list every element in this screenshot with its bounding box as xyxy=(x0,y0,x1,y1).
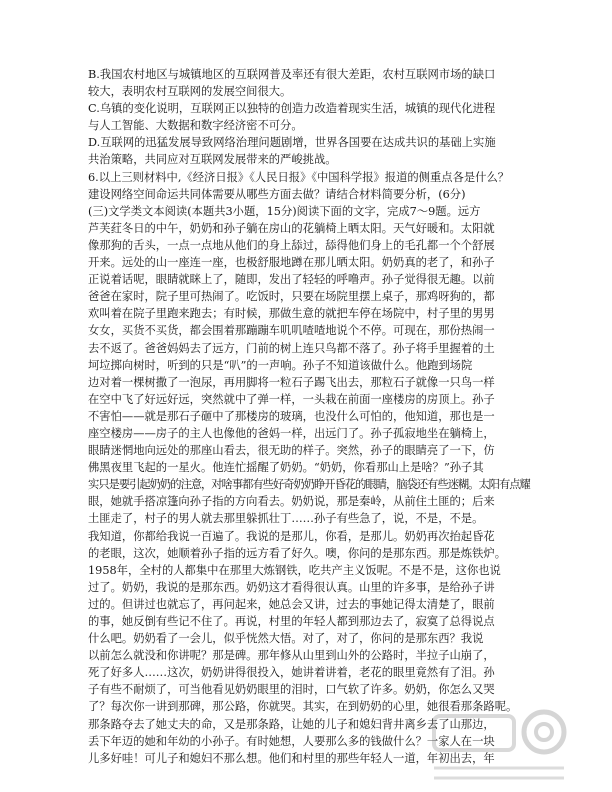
text-line: 子有些不耐烦了，可当他看见奶奶眼里的泪时，口气软了许多。奶奶，你怎么又哭 xyxy=(88,683,495,697)
text-line: 丢下年迈的她和年幼的小孙子。有时她想，人要那么多的钱做什么？一家人在一块 xyxy=(88,734,495,748)
text-line: 坷垃掷向树时，听到的只是“叭”的一声响。孙子不知道该做什么。他跑到场院 xyxy=(88,358,473,372)
text-line: B.我国农村地区与城镇地区的互联网普及率还有很大差距，农村互联网市场的缺口 xyxy=(88,68,496,81)
text-line: 正说着话呢，眼睛就眯上了，随即，发出了轻轻的呼噜声。孙子觉得很无趣。以前 xyxy=(88,273,495,287)
text-line: 较大，表明农村互联网的发展空间很大。 xyxy=(88,85,292,99)
text-line: 欢叫着在院子里跑来跑去；有时候，那做生意的就把车停在场院中，村子里的男男 xyxy=(88,307,495,321)
watermark-logo-icon xyxy=(424,706,574,786)
document-page xyxy=(88,66,530,767)
text-line: 佛黑夜里飞起的一星火。他连忙摇醒了奶奶。“奶奶，你看那山上是啥？”孙子其 xyxy=(88,461,484,475)
text-line: 儿多好哇！可儿子和媳妇不那么想。他们和村里的那些年轻人一道，年初出去，年 xyxy=(88,751,495,765)
text-line: 像那狗的舌头，一点一点地从他们的身上舔过，舔得他们身上的毛孔都一个个舒展 xyxy=(88,238,495,252)
text-line: 共治策略，共同应对互联网发展带来的严峻挑战。 xyxy=(88,153,337,167)
text-line: 的老眼，这次，她顺着孙子指的远方看了好久。噢，你问的是那东西。那是炼铁炉。 xyxy=(88,546,506,560)
text-line: 不害怕——就是那石子砸中了那楼房的玻璃，也没什么可怕的，他知道，那也是一 xyxy=(88,409,495,423)
text-line: 眼睛迷惘地向远处的那座山看去，很无助的样子。突然，孙子的眼睛亮了一下，仿 xyxy=(88,444,495,458)
text-line: D.互联网的迅猛发展导致网络治理问题剧增，世界各国要在达成共识的基础上实施 xyxy=(88,136,496,150)
text-line: 土匪走了，村子的男人就去那里躲抓壮丁……孙子有些急了，说，不是，不是。 xyxy=(88,512,484,526)
text-line: 去不返了。爸爸妈妈去了远方，门前的树上连只鸟都不落了。孙子将手里握着的土 xyxy=(88,341,495,355)
text-line: 在空中飞了好远好远，突然就中了弹一样，一头栽在前面一座楼房的房顶上。孙子 xyxy=(88,392,495,406)
text-line: 眼，她就手搭凉篷向孙子指的方向看去。奶奶说，那是秦岭，从前住土匪的；后来 xyxy=(88,495,495,509)
text-line: 与人工智能、大数据和数字经济密不可分。 xyxy=(88,119,303,133)
text-line: 以前怎么就没和你讲呢？那是碑。那年修从山里到山外的公路时，半拉子山崩了， xyxy=(88,649,495,663)
text-line: 座空楼房——房子的主人也像他的爸妈一样，出远门了。孙子孤寂地坐在躺椅上， xyxy=(88,426,495,440)
text-line: C.乌镇的变化说明，互联网正以独特的创造力改造着现实生活，城镇的现代化进程 xyxy=(88,102,496,116)
text-line: 我知道，你都给我说一百遍了。我说的是那儿，你看，是那儿。奶奶再次抬起昏花 xyxy=(88,529,495,543)
text-line: 的事，她反倒有些记不住了。再说，村里的年轻人都到那边去了，寂寞了总得说点 xyxy=(88,615,495,628)
text-line: 那条路夺去了她丈夫的命，又是那条路，让她的儿子和媳妇背井离乡去了山那边， xyxy=(88,717,495,731)
text-line: 死了好多人……这次，奶奶讲得很投入，她讲着讲着，老花的眼里竟然有了泪。孙 xyxy=(88,666,495,680)
text-line: (三)文学类文本阅读(本题共3小题，15分)阅读下面的文字，完成7～9题。远方 xyxy=(88,204,481,218)
text-line: 芦芙荭冬日的中午，奶奶和孙子躺在房山的花躺椅上晒太阳。天气好暖和。太阳就 xyxy=(88,221,495,235)
text-line: 6.以上三则材料中,《经济日报》《人民日报》《中国科学报》报道的侧重点各是什么？ xyxy=(88,170,510,184)
text-line: 过的。但讲过也就忘了，再问起来，她总会又讲，过去的事她记得太清楚了，眼前 xyxy=(88,597,495,611)
text-line: 1958年，全村的人都集中在那里大炼钢铁，吃共产主义饭呢。不是不是，这你也说 xyxy=(88,563,501,577)
text-line: 过了。奶奶，我说的是那东西。奶奶这才看得很认真。山里的许多事，是给孙子讲 xyxy=(88,580,495,594)
text-line: 什么吧。奶奶看了一会儿，似乎恍然大悟。对了，对了，你问的是那东西？我说 xyxy=(88,632,484,646)
text-line: 爸爸在家时，院子里可热闹了。吃饭时，只要在场院里摆上桌子，那鸡呀狗的，都 xyxy=(88,290,495,304)
text-line: 边对着一棵树撒了一泡尿，再用脚将一粒石子踢飞出去，那粒石子就像一只鸟一样 xyxy=(88,375,495,389)
text-line: 女女，买货不买货，都会围着那蹦蹦车叽叽喳喳地说个不停。可现在，那份热闹一 xyxy=(88,324,495,338)
text-line: 了？每次你一讲到那碑，那公路，你就哭。其实，在到奶奶的心里，她很看那条路呢。 xyxy=(88,700,518,714)
text-line: 建设网络空间命运共同体需要从哪些方面去做？请结合材料简要分析，(6分) xyxy=(88,187,466,201)
text-line: 实只是要引起奶奶的注意，对啥事都有些好奇奶奶睁开昏花的眼睛，脑袋还有些迷糊。太阳有点耀 xyxy=(88,478,530,492)
text-line: 开来。远处的山一座连一座，也极舒服地蹲在那儿晒太阳。奶奶真的老了，和孙子 xyxy=(88,256,495,270)
